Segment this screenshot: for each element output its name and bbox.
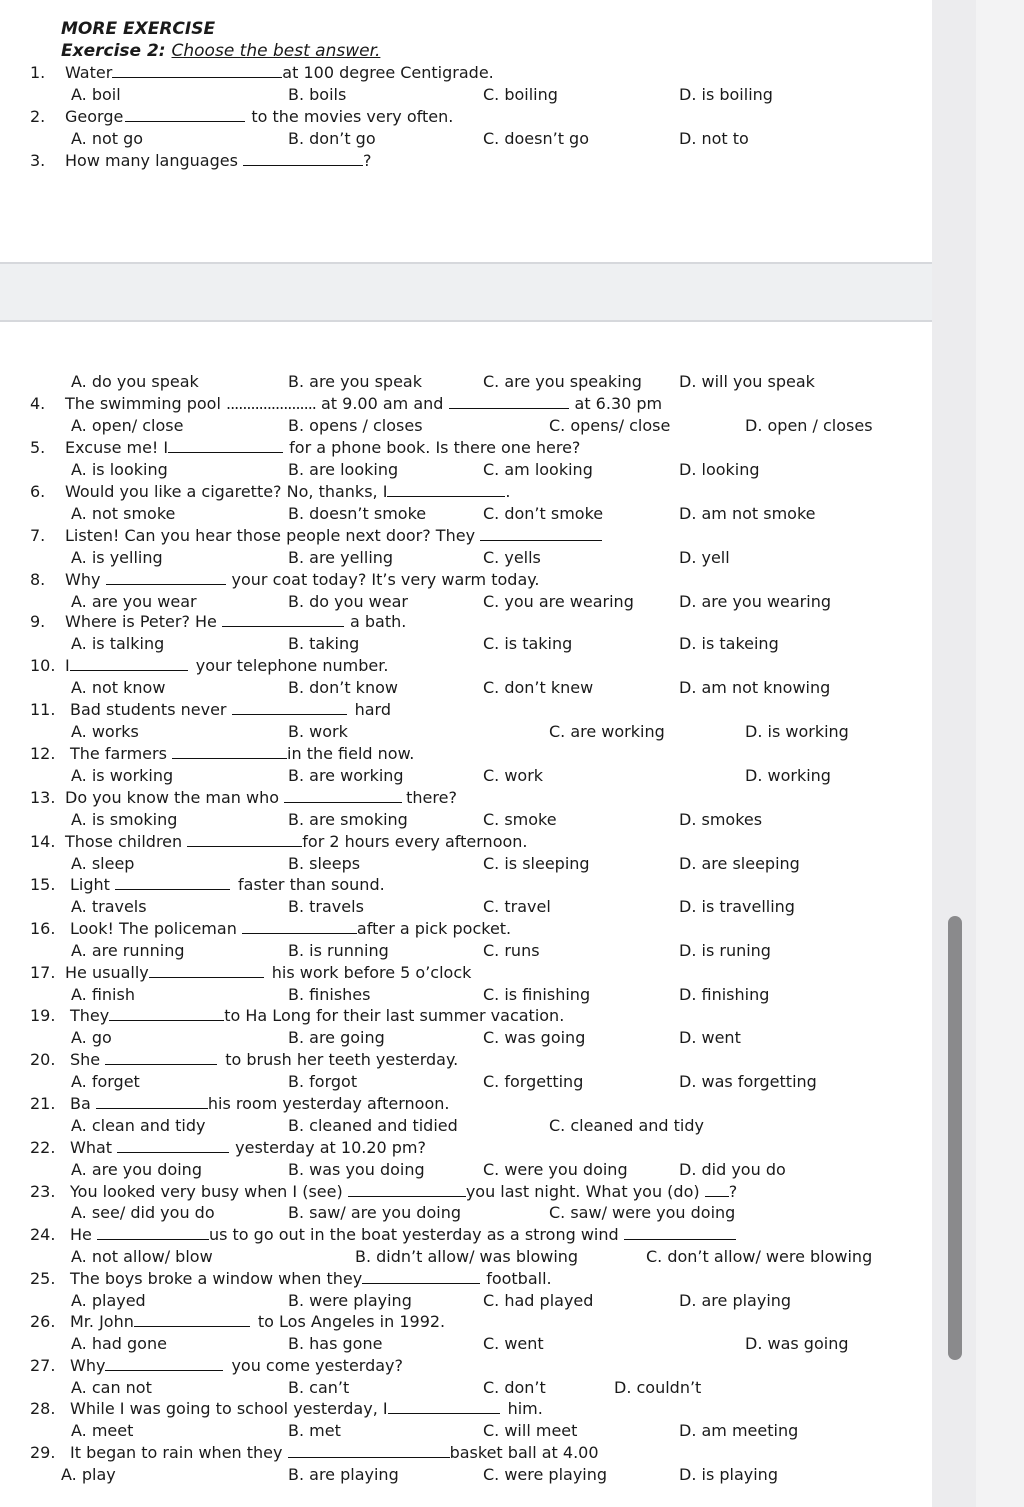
- option-d[interactable]: D. are sleeping: [679, 854, 800, 873]
- option-d[interactable]: D. working: [745, 766, 831, 785]
- viewer-margin: [976, 0, 1024, 1507]
- question-stem: He usually his work before 5 o’clock: [65, 963, 472, 982]
- answer-blank[interactable]: [115, 875, 230, 890]
- question-number: 25.: [30, 1269, 56, 1288]
- option-c[interactable]: C. cleaned and tidy: [549, 1116, 704, 1135]
- answer-blank[interactable]: [232, 700, 347, 715]
- page-heading: MORE EXERCISE: [61, 19, 216, 39]
- answer-blank[interactable]: [105, 1050, 217, 1065]
- option-b[interactable]: B. was you doing: [288, 1160, 425, 1179]
- option-b[interactable]: B. saw/ are you doing: [288, 1203, 461, 1222]
- option-d[interactable]: D. is playing: [679, 1465, 778, 1484]
- question-stem: It began to rain when they basket ball at 4.00: [70, 1443, 599, 1462]
- option-b[interactable]: B. finishes: [288, 985, 371, 1004]
- option-d[interactable]: D. are you wearing: [679, 592, 831, 611]
- question-number: 24.: [30, 1225, 56, 1244]
- option-c[interactable]: C. are you speaking: [483, 372, 642, 391]
- option-c[interactable]: C. runs: [483, 941, 540, 960]
- question-stem: Would you like a cigarette? No, thanks, I .: [65, 482, 511, 501]
- option-d[interactable]: D. couldn’t: [614, 1378, 702, 1397]
- question-number: 27.: [30, 1356, 56, 1375]
- option-d[interactable]: D. open / closes: [745, 416, 873, 435]
- answer-blank[interactable]: [109, 1006, 224, 1021]
- question-number: 1.: [30, 63, 46, 82]
- question-number: 6.: [30, 482, 46, 501]
- option-c[interactable]: C. are working: [549, 722, 665, 741]
- option-a[interactable]: A. play: [61, 1465, 116, 1484]
- answer-blank[interactable]: [242, 919, 357, 934]
- option-a[interactable]: A. are running: [71, 941, 185, 960]
- question-number: 9.: [30, 612, 46, 631]
- option-c[interactable]: C. smoke: [483, 810, 557, 829]
- option-d[interactable]: D. is runing: [679, 941, 771, 960]
- option-c[interactable]: C. is sleeping: [483, 854, 590, 873]
- option-a[interactable]: A. are you wear: [71, 592, 197, 611]
- question-stem: How many languages ?: [65, 151, 372, 170]
- answer-blank[interactable]: [243, 151, 363, 166]
- option-c[interactable]: C. yells: [483, 548, 541, 567]
- option-b[interactable]: B. are going: [288, 1028, 385, 1047]
- option-a[interactable]: A. forget: [71, 1072, 140, 1091]
- question-number: 15.: [30, 875, 56, 894]
- option-c[interactable]: C. saw/ were you doing: [549, 1203, 736, 1222]
- option-a[interactable]: A. not know: [71, 678, 166, 697]
- answer-blank[interactable]: [105, 1356, 223, 1371]
- option-a[interactable]: A. not allow/ blow: [71, 1247, 213, 1266]
- question-number: 29.: [30, 1443, 56, 1462]
- answer-blank[interactable]: [624, 1225, 736, 1240]
- answer-blank[interactable]: [187, 832, 302, 847]
- question-stem: Water at 100 degree Centigrade.: [65, 63, 494, 82]
- option-d[interactable]: D. am not knowing: [679, 678, 831, 697]
- question-number: 8.: [30, 570, 46, 589]
- option-a[interactable]: A. do you speak: [71, 372, 199, 391]
- option-b[interactable]: B. travels: [288, 897, 364, 916]
- option-a[interactable]: A. meet: [71, 1421, 134, 1440]
- question-stem: Do you know the man who there?: [65, 788, 457, 807]
- question-number: 26.: [30, 1312, 56, 1331]
- option-a[interactable]: A. not go: [71, 129, 144, 148]
- exercise-label: Exercise 2:: [61, 41, 166, 61]
- option-b[interactable]: B. can’t: [288, 1378, 350, 1397]
- question-number: 16.: [30, 919, 56, 938]
- option-c[interactable]: C. were playing: [483, 1465, 608, 1484]
- answer-blank[interactable]: [125, 107, 245, 122]
- question-stem: George to the movies very often.: [65, 107, 454, 126]
- option-b[interactable]: B. sleeps: [288, 854, 361, 873]
- question-number: 7.: [30, 526, 46, 545]
- answer-blank[interactable]: [149, 963, 264, 978]
- option-c[interactable]: C. had played: [483, 1291, 594, 1310]
- option-b[interactable]: B. work: [288, 722, 348, 741]
- option-d[interactable]: D. was forgetting: [679, 1072, 817, 1091]
- option-d[interactable]: D. is boiling: [679, 85, 773, 104]
- option-b[interactable]: B. don’t know: [288, 678, 398, 697]
- option-a[interactable]: A. is working: [71, 766, 174, 785]
- option-c[interactable]: C. don’t knew: [483, 678, 594, 697]
- option-d[interactable]: D. is working: [745, 722, 849, 741]
- option-d[interactable]: D. yell: [679, 548, 730, 567]
- option-b[interactable]: B. are working: [288, 766, 404, 785]
- answer-blank[interactable]: [362, 1269, 480, 1284]
- question-stem: The farmers in the field now.: [70, 744, 415, 763]
- answer-blank[interactable]: [106, 570, 226, 585]
- answer-blank[interactable]: [388, 1399, 500, 1414]
- option-c[interactable]: C. don’t allow/ were blowing: [646, 1247, 873, 1266]
- question-number: 3.: [30, 151, 46, 170]
- option-b[interactable]: B. are yelling: [288, 548, 394, 567]
- option-d[interactable]: D. did you do: [679, 1160, 786, 1179]
- question-stem: What yesterday at 10.20 pm?: [70, 1138, 427, 1157]
- question-number: 19.: [30, 1006, 56, 1025]
- option-a[interactable]: A. works: [71, 722, 139, 741]
- option-a[interactable]: A. played: [71, 1291, 146, 1310]
- question-stem: Ba his room yesterday afternoon.: [70, 1094, 450, 1113]
- option-d[interactable]: D. not to: [679, 129, 749, 148]
- option-c[interactable]: C. you are wearing: [483, 592, 634, 611]
- question-number: 14.: [30, 832, 56, 851]
- option-d[interactable]: D. finishing: [679, 985, 770, 1004]
- question-stem: Look! The policeman after a pick pocket.: [70, 919, 512, 938]
- question-number: 11.: [30, 700, 56, 719]
- answer-blank[interactable]: [97, 1225, 209, 1240]
- question-stem: The swimming pool ...................... at 9.00 am and at 6.30 pm: [65, 394, 663, 413]
- question-number: 12.: [30, 744, 56, 763]
- option-b[interactable]: B. has gone: [288, 1334, 383, 1353]
- option-b[interactable]: B. are smoking: [288, 810, 408, 829]
- answer-blank[interactable]: [112, 63, 282, 78]
- option-b[interactable]: B. are you speak: [288, 372, 422, 391]
- option-b[interactable]: B. taking: [288, 634, 360, 653]
- option-a[interactable]: A. can not: [71, 1378, 152, 1397]
- answer-blank[interactable]: [284, 788, 402, 803]
- option-a[interactable]: A. are you doing: [71, 1160, 202, 1179]
- option-c[interactable]: C. don’t smoke: [483, 504, 604, 523]
- question-number: 5.: [30, 438, 46, 457]
- question-stem: They to Ha Long for their last summer vacation.: [70, 1006, 565, 1025]
- answer-blank[interactable]: [705, 1182, 729, 1197]
- option-d[interactable]: D. are playing: [679, 1291, 792, 1310]
- question-stem: Light faster than sound.: [70, 875, 385, 894]
- option-a[interactable]: A. boil: [71, 85, 121, 104]
- answer-blank[interactable]: [449, 394, 569, 409]
- answer-blank[interactable]: [172, 744, 287, 759]
- option-d[interactable]: D. is travelling: [679, 897, 795, 916]
- option-d[interactable]: D. will you speak: [679, 372, 815, 391]
- option-b[interactable]: B. is running: [288, 941, 389, 960]
- option-a[interactable]: A. see/ did you do: [71, 1203, 215, 1222]
- option-c[interactable]: C. doesn’t go: [483, 129, 589, 148]
- option-d[interactable]: D. am not smoke: [679, 504, 816, 523]
- question-number: 4.: [30, 394, 46, 413]
- answer-blank[interactable]: [348, 1182, 466, 1197]
- option-b[interactable]: B. didn’t allow/ was blowing: [355, 1247, 579, 1266]
- option-a[interactable]: A. is talking: [71, 634, 165, 653]
- option-d[interactable]: D. went: [679, 1028, 741, 1047]
- option-a[interactable]: A. is yelling: [71, 548, 163, 567]
- option-c[interactable]: C. opens/ close: [549, 416, 671, 435]
- option-b[interactable]: B. don’t go: [288, 129, 376, 148]
- answer-blank[interactable]: [222, 612, 344, 627]
- question-stem: The boys broke a window when they football.: [70, 1269, 552, 1288]
- option-c[interactable]: C. was going: [483, 1028, 586, 1047]
- option-b[interactable]: B. were playing: [288, 1291, 412, 1310]
- option-b[interactable]: B. are playing: [288, 1465, 399, 1484]
- answer-blank[interactable]: [480, 526, 602, 541]
- option-a[interactable]: A. sleep: [71, 854, 135, 873]
- option-a[interactable]: A. go: [71, 1028, 112, 1047]
- question-stem: Where is Peter? He a bath.: [65, 612, 407, 631]
- option-b[interactable]: B. are looking: [288, 460, 399, 479]
- exercise-instruction: Choose the best answer.: [171, 41, 381, 61]
- answer-blank[interactable]: [168, 438, 283, 453]
- question-number: 22.: [30, 1138, 56, 1157]
- option-c[interactable]: C. went: [483, 1334, 544, 1353]
- option-b[interactable]: B. forgot: [288, 1072, 358, 1091]
- option-c[interactable]: C. travel: [483, 897, 551, 916]
- question-stem: You looked very busy when I (see) you last night. What you (do) ?: [70, 1182, 738, 1201]
- question-stem: Bad students never hard: [70, 700, 391, 719]
- option-c[interactable]: C. will meet: [483, 1421, 578, 1440]
- option-a[interactable]: A. is smoking: [71, 810, 178, 829]
- question-stem: Excuse me! I for a phone book. Is there one here?: [65, 438, 581, 457]
- option-b[interactable]: B. doesn’t smoke: [288, 504, 427, 523]
- question-stem: Those children for 2 hours every afternoon.: [65, 832, 528, 851]
- question-number: 13.: [30, 788, 56, 807]
- question-number: 17.: [30, 963, 56, 982]
- option-c[interactable]: C. forgetting: [483, 1072, 584, 1091]
- question-number: 10.: [30, 656, 56, 675]
- option-b[interactable]: B. cleaned and tidied: [288, 1116, 458, 1135]
- question-stem: He us to go out in the boat yesterday as a strong wind: [70, 1225, 736, 1245]
- page-break-band: [0, 262, 932, 322]
- question-stem: Mr. John to Los Angeles in 1992.: [70, 1312, 446, 1331]
- option-c[interactable]: C. am looking: [483, 460, 593, 479]
- answer-blank[interactable]: [134, 1312, 250, 1327]
- option-d[interactable]: D. looking: [679, 460, 760, 479]
- option-a[interactable]: A. clean and tidy: [71, 1116, 206, 1135]
- option-a[interactable]: A. open/ close: [71, 416, 184, 435]
- option-c[interactable]: C. were you doing: [483, 1160, 628, 1179]
- question-stem: Why your coat today? It’s very warm today.: [65, 570, 540, 589]
- question-number: 2.: [30, 107, 46, 126]
- option-a[interactable]: A. finish: [71, 985, 135, 1004]
- option-c[interactable]: C. work: [483, 766, 544, 785]
- answer-blank[interactable]: [96, 1094, 208, 1109]
- scrollbar-thumb[interactable]: [948, 916, 962, 1360]
- option-b[interactable]: B. opens / closes: [288, 416, 423, 435]
- option-d[interactable]: D. was going: [745, 1334, 849, 1353]
- question-number: 21.: [30, 1094, 56, 1113]
- answer-blank[interactable]: [70, 656, 188, 671]
- option-a[interactable]: A. is looking: [71, 460, 168, 479]
- question-stem: Why you come yesterday?: [70, 1356, 404, 1375]
- option-d[interactable]: D. am meeting: [679, 1421, 799, 1440]
- question-number: 20.: [30, 1050, 56, 1069]
- option-d[interactable]: D. is takeing: [679, 634, 779, 653]
- answer-blank[interactable]: [387, 482, 505, 497]
- answer-blank[interactable]: [117, 1138, 229, 1153]
- option-c[interactable]: C. is taking: [483, 634, 573, 653]
- option-d[interactable]: D. smokes: [679, 810, 763, 829]
- question-number: 23.: [30, 1182, 56, 1201]
- option-a[interactable]: A. had gone: [71, 1334, 167, 1353]
- option-c[interactable]: C. boiling: [483, 85, 558, 104]
- question-stem: I your telephone number.: [65, 656, 389, 675]
- option-a[interactable]: A. not smoke: [71, 504, 176, 523]
- question-stem: Listen! Can you hear those people next door? They: [65, 526, 602, 546]
- question-stem: While I was going to school yesterday, I him.: [70, 1399, 543, 1418]
- option-b[interactable]: B. met: [288, 1421, 341, 1440]
- option-c[interactable]: C. don’t: [483, 1378, 546, 1397]
- option-c[interactable]: C. is finishing: [483, 985, 591, 1004]
- answer-blank[interactable]: [288, 1443, 450, 1458]
- option-a[interactable]: A. travels: [71, 897, 147, 916]
- question-stem: She to brush her teeth yesterday.: [70, 1050, 459, 1069]
- exercise-title: [61, 41, 380, 61]
- question-number: 28.: [30, 1399, 56, 1418]
- option-b[interactable]: B. boils: [288, 85, 347, 104]
- option-b[interactable]: B. do you wear: [288, 592, 408, 611]
